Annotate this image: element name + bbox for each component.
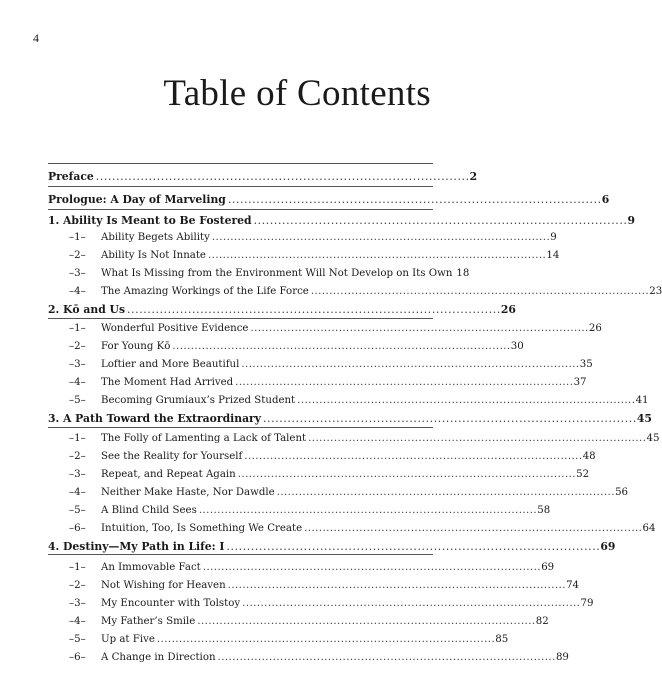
toc-section-entry[interactable]: [48, 520, 656, 538]
toc-entry-page: 52: [576, 469, 590, 480]
toc-entry-page: 35: [579, 359, 593, 370]
toc-entry-number: –1–: [69, 323, 86, 334]
toc-entry-number: –2–: [69, 341, 86, 352]
toc-entry-label: My Encounter with Tolstoy: [101, 598, 241, 609]
dot-leader: [226, 538, 598, 556]
toc-entry-label: What Is Missing from the Environment Will Not Develop on Its Own: [101, 268, 453, 279]
toc-section-entry[interactable]: [48, 338, 524, 356]
toc-chapter-entry[interactable]: [48, 212, 635, 230]
toc-list: [48, 0, 662, 700]
toc-chapter-entry[interactable]: [48, 301, 516, 319]
toc-entry-page: 26: [588, 323, 602, 334]
toc-entry-label: Loftier and More Beautiful: [101, 359, 240, 370]
toc-section-entry[interactable]: [48, 559, 555, 577]
toc-entry-number: –6–: [69, 523, 86, 534]
dot-leader: [157, 631, 493, 649]
toc-entry-label: Not Wishing for Heaven: [101, 580, 226, 591]
dot-leader: [199, 502, 535, 520]
toc-entry-number: –4–: [69, 377, 86, 388]
toc-entry-page: 9: [550, 232, 557, 243]
toc-section-entry[interactable]: [48, 484, 629, 502]
toc-entry-label: An Immovable Fact: [101, 562, 201, 573]
dot-leader: [127, 301, 499, 319]
toc-entry-label: 3. A Path Toward the Extraordinary: [48, 412, 262, 425]
toc-section-entry[interactable]: [48, 320, 602, 338]
toc-section-entry[interactable]: [48, 613, 549, 631]
toc-entry-number: –4–: [69, 286, 86, 297]
toc-entry-page: 26: [500, 303, 516, 316]
toc-section-entry[interactable]: [48, 392, 649, 410]
toc-entry-number: –5–: [69, 505, 86, 516]
toc-entry-page: 89: [555, 652, 569, 663]
toc-entry-label: For Young Kō: [101, 341, 171, 352]
toc-entry-label: Wonderful Positive Evidence: [101, 323, 249, 334]
dot-leader: [277, 484, 613, 502]
toc-entry-page: 58: [537, 505, 551, 516]
toc-entry-label: My Father’s Smile: [101, 616, 196, 627]
toc-entry-page: 23: [649, 286, 662, 297]
dot-leader: [212, 229, 548, 247]
toc-entry-label: Prologue: A Day of Marveling: [48, 193, 226, 206]
toc-section-entry[interactable]: [48, 649, 569, 667]
dot-leader: [228, 577, 564, 595]
toc-section-entry[interactable]: [48, 265, 470, 283]
toc-entry-page: 45: [636, 412, 652, 425]
toc-entry-page: 30: [510, 341, 524, 352]
toc-entry-number: –3–: [69, 598, 86, 609]
toc-entry-label: The Amazing Workings of the Life Force: [101, 286, 309, 297]
toc-entry-label: 4. Destiny—My Path in Life: I: [48, 540, 225, 553]
toc-entry-page: 85: [495, 634, 509, 645]
toc-entry-page: 18: [456, 268, 470, 279]
toc-entry-number: –5–: [69, 634, 86, 645]
toc-entry-number: –2–: [69, 451, 86, 462]
dot-leader: [218, 649, 554, 667]
toc-entry-label: Repeat, and Repeat Again: [101, 469, 236, 480]
toc-entry-number: –2–: [69, 250, 86, 261]
toc-entry-page: 45: [646, 433, 660, 444]
toc-entry-label: Ability Is Not Innate: [101, 250, 206, 261]
dot-leader: [203, 559, 539, 577]
dot-leader: [263, 410, 635, 428]
dot-leader: [235, 374, 571, 392]
toc-entry-page: 64: [642, 523, 656, 534]
toc-entry-label: 1. Ability Is Meant to Be Fostered: [48, 214, 252, 227]
toc-entry-label: Becoming Grumiaux’s Prized Student: [101, 395, 296, 406]
toc-entry-page: 48: [582, 451, 596, 462]
toc-entry-page: 79: [580, 598, 594, 609]
toc-section-entry[interactable]: [48, 631, 509, 649]
dot-leader: [228, 191, 600, 209]
toc-entry-page: 14: [546, 250, 560, 261]
page-title: Table of Contents: [163, 73, 431, 114]
toc-section-entry[interactable]: [48, 430, 660, 448]
toc-chapter-entry[interactable]: [48, 191, 610, 209]
toc-entry-page: 6: [601, 193, 610, 206]
dot-leader: [241, 356, 577, 374]
toc-entry-page: 69: [600, 540, 616, 553]
toc-entry-page: 41: [635, 395, 649, 406]
toc-section-entry[interactable]: [48, 247, 560, 265]
toc-entry-label: The Folly of Lamenting a Lack of Talent: [101, 433, 307, 444]
toc-entry-page: 74: [566, 580, 580, 591]
toc-entry-page: 2: [469, 170, 478, 183]
dot-leader: [308, 430, 644, 448]
toc-entry-label: Up at Five: [101, 634, 155, 645]
dot-leader: [244, 448, 580, 466]
dot-leader: [197, 613, 533, 631]
toc-section-entry[interactable]: [48, 577, 580, 595]
dot-leader: [172, 338, 508, 356]
dot-leader: [96, 168, 468, 186]
toc-entry-label: Preface: [48, 170, 94, 183]
toc-entry-number: –3–: [69, 268, 86, 279]
toc-entry-label: Ability Begets Ability: [101, 232, 210, 243]
toc-entry-label: 2. Kō and Us: [48, 303, 126, 316]
dot-leader: [304, 520, 640, 538]
toc-section-entry[interactable]: [48, 448, 596, 466]
toc-entry-number: –3–: [69, 359, 86, 370]
toc-entry-number: –1–: [69, 433, 86, 444]
toc-entry-number: –5–: [69, 395, 86, 406]
toc-entry-page: 69: [541, 562, 555, 573]
toc-entry-page: 9: [627, 214, 635, 227]
toc-entry-label: A Change in Direction: [101, 652, 216, 663]
toc-entry-page: 37: [573, 377, 587, 388]
page-number: 4: [33, 31, 39, 45]
dot-leader: [297, 392, 633, 410]
dot-leader: [250, 320, 586, 338]
toc-entry-number: –4–: [69, 487, 86, 498]
dot-leader: [238, 466, 574, 484]
toc-entry-number: –3–: [69, 469, 86, 480]
dot-leader: [242, 595, 578, 613]
toc-chapter-entry[interactable]: [48, 538, 616, 556]
toc-entry-label: The Moment Had Arrived: [101, 377, 234, 388]
toc-entry-page: 82: [535, 616, 549, 627]
dot-leader: [311, 283, 647, 301]
toc-entry-number: –2–: [69, 580, 86, 591]
toc-section-entry[interactable]: [48, 283, 662, 301]
toc-section-entry[interactable]: [48, 502, 551, 520]
toc-entry-number: –6–: [69, 652, 86, 663]
toc-section-entry[interactable]: [48, 374, 587, 392]
toc-entry-number: –4–: [69, 616, 86, 627]
toc-entry-number: –1–: [69, 232, 86, 243]
dot-leader: [254, 212, 626, 230]
dot-leader: [208, 247, 544, 265]
toc-entry-label: A Blind Child Sees: [101, 505, 197, 516]
toc-entry-label: See the Reality for Yourself: [101, 451, 243, 462]
toc-section-entry[interactable]: [48, 356, 593, 374]
toc-section-entry[interactable]: [48, 466, 590, 484]
toc-entry-number: –1–: [69, 562, 86, 573]
toc-section-entry[interactable]: [48, 595, 594, 613]
toc-chapter-entry[interactable]: [48, 168, 478, 186]
toc-chapter-entry[interactable]: [48, 410, 652, 428]
toc-entry-page: 56: [615, 487, 629, 498]
toc-entry-label: Intuition, Too, Is Something We Create: [101, 523, 303, 534]
toc-entry-label: Neither Make Haste, Nor Dawdle: [101, 487, 275, 498]
toc-section-entry[interactable]: [48, 229, 557, 247]
